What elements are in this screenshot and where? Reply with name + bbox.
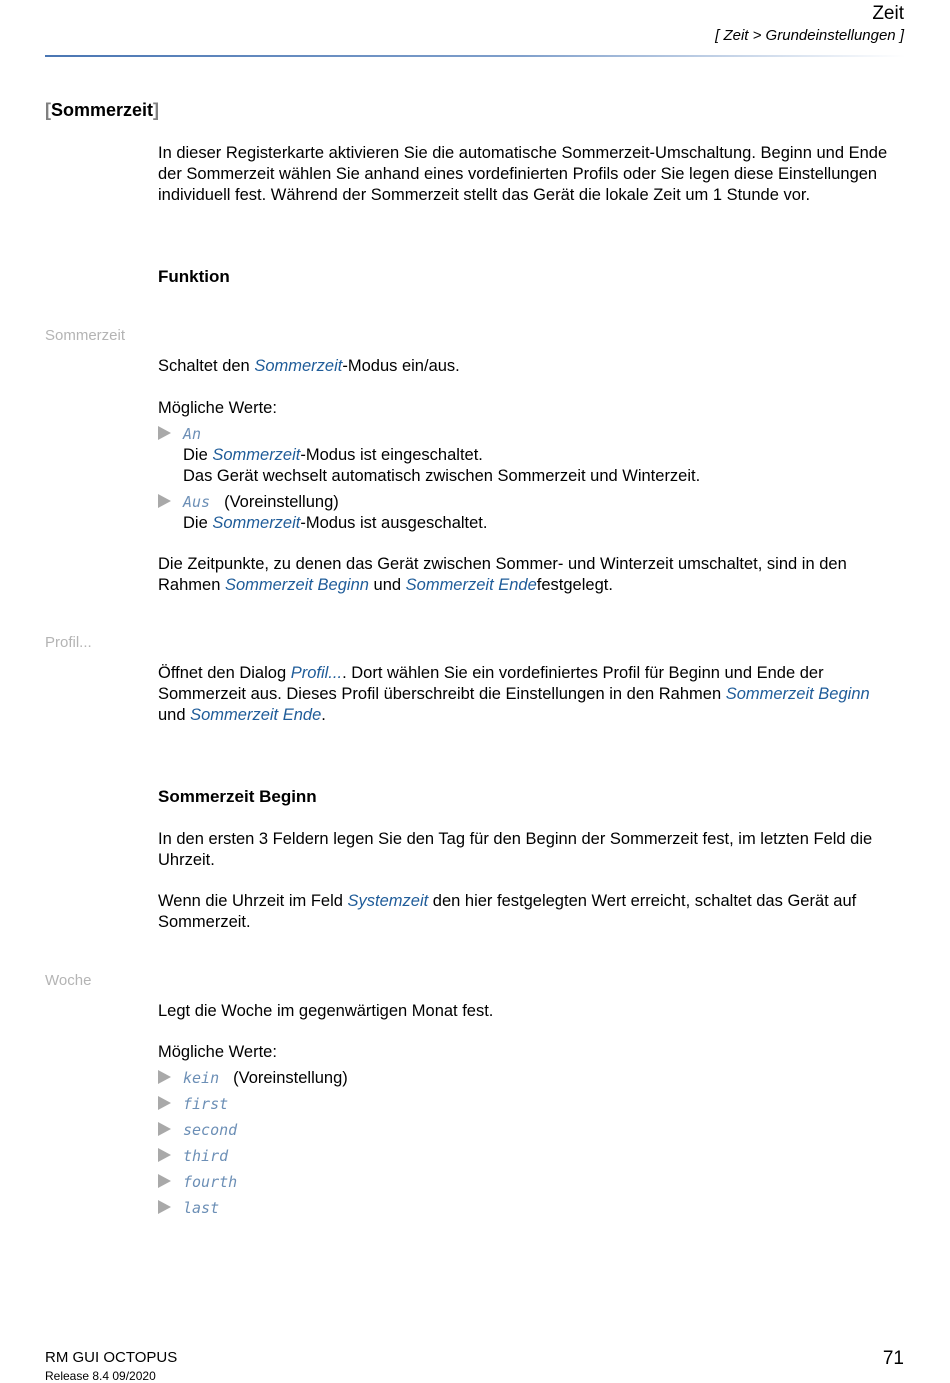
beginn-paragraph1: In den ersten 3 Feldern legen Sie den Tag für den Beginn der Sommerzeit fest, im letzten Feld die Uhrzeit.	[158, 830, 873, 869]
text-fragment: Öffnet den Dialog	[158, 664, 291, 682]
side-label-profil: Profil...	[45, 634, 92, 651]
text-fragment: Die	[183, 514, 213, 532]
beginn-paragraph2-line1	[158, 891, 908, 912]
funktion-heading: Funktion	[158, 267, 230, 286]
profil-desc-line2	[158, 684, 918, 705]
option-value-aus: Aus	[183, 493, 211, 511]
option-an-desc2: Das Gerät wechselt automatisch zwischen Sommerzeit und Winterzeit.	[183, 467, 701, 485]
option-value: kein	[183, 1069, 220, 1087]
footer-release: Release 8.4 09/2020	[45, 1369, 156, 1383]
sommerzeit-link[interactable]: Sommerzeit	[212, 514, 301, 532]
bullet-triangle-icon	[158, 1200, 171, 1214]
section-name: Sommerzeit	[51, 100, 154, 120]
option-value-an: An	[183, 425, 202, 443]
woche-description: Legt die Woche im gegenwärtigen Monat fest.	[158, 1002, 494, 1020]
beginn-paragraph2-line2: Sommerzeit.	[158, 913, 251, 931]
bullet-triangle-icon	[158, 1148, 171, 1162]
option-an	[158, 424, 201, 445]
option-second	[158, 1120, 237, 1141]
text-fragment: Wenn die Uhrzeit im Feld	[158, 892, 348, 910]
option-value: fourth	[183, 1173, 238, 1191]
option-an-desc1	[183, 445, 933, 466]
bullet-triangle-icon	[158, 1122, 171, 1136]
bullet-triangle-icon	[158, 1174, 171, 1188]
switch-note-line1: Die Zeitpunkte, zu denen das Gerät zwischen Sommer- und Winterzeit umschaltet, sind in den	[158, 555, 847, 573]
header-rule	[45, 55, 905, 57]
switch-note-line2	[158, 575, 908, 596]
profil-dialog-link[interactable]: Profil...	[290, 664, 343, 682]
side-label-sommerzeit: Sommerzeit	[45, 327, 126, 344]
text-fragment: Schaltet den	[158, 357, 255, 375]
sommerzeit-link[interactable]: Sommerzeit	[254, 357, 343, 375]
sommerzeit-link[interactable]: Sommerzeit	[212, 446, 301, 464]
profil-desc-line3	[158, 705, 908, 726]
text-fragment: festgelegt.	[536, 576, 613, 594]
sommerzeit-beginn-link[interactable]: Sommerzeit Beginn	[725, 685, 870, 703]
possible-values-label: Mögliche Werte:	[158, 1043, 277, 1061]
sommerzeit-beginn-heading: Sommerzeit Beginn	[158, 787, 317, 806]
option-value: first	[183, 1095, 229, 1113]
default-marker: (Voreinstellung)	[233, 1069, 348, 1087]
option-third	[158, 1146, 228, 1167]
text-fragment: .	[321, 706, 326, 724]
default-marker: (Voreinstellung)	[224, 493, 339, 511]
section-title	[45, 100, 159, 121]
bullet-triangle-icon	[158, 1096, 171, 1110]
text-fragment: und	[368, 576, 406, 594]
systemzeit-link[interactable]: Systemzeit	[347, 892, 429, 910]
breadcrumb: [ Zeit > Grundeinstellungen ]	[715, 27, 904, 44]
profil-desc-line1	[158, 663, 908, 684]
option-kein	[158, 1068, 348, 1089]
bullet-triangle-icon	[158, 1070, 171, 1084]
text-fragment: Die	[183, 446, 213, 464]
sommerzeit-ende-link[interactable]: Sommerzeit Ende	[190, 706, 322, 724]
text-fragment: und	[158, 706, 191, 724]
footer-product: RM GUI OCTOPUS	[45, 1349, 178, 1366]
possible-values-label: Mögliche Werte:	[158, 399, 277, 417]
sommerzeit-ende-link[interactable]: Sommerzeit Ende	[405, 576, 537, 594]
text-fragment: den hier festgelegten Wert erreicht, schaltet das Gerät auf	[428, 892, 857, 910]
sommerzeit-beginn-link[interactable]: Sommerzeit Beginn	[224, 576, 369, 594]
text-fragment: -Modus ist ausgeschaltet.	[300, 514, 488, 532]
intro-paragraph: In dieser Registerkarte aktivieren Sie die automatische Sommerzeit-Umschaltung. Beginn und Ende der Sommerzeit wählen Sie anhand eines vordefinierten Profils oder Sie legen diese Einstellungen individuell fest. Während der Sommerzeit stellt das Gerät die lokale Zeit um 1 Stunde vor.	[158, 144, 888, 204]
page-header-title: Zeit	[872, 3, 904, 24]
side-label-woche: Woche	[45, 972, 92, 989]
option-last	[158, 1198, 219, 1219]
option-value: second	[183, 1121, 238, 1139]
option-aus-desc	[183, 513, 933, 534]
bullet-triangle-icon	[158, 426, 171, 440]
text-fragment: -Modus ein/aus.	[342, 357, 460, 375]
bracket-open: [	[45, 100, 51, 120]
option-aus	[158, 492, 339, 513]
text-fragment: Rahmen	[158, 576, 225, 594]
text-fragment: . Dort wählen Sie ein vordefiniertes Profil für Beginn und Ende der	[342, 664, 824, 682]
page-number: 71	[882, 1348, 904, 1369]
option-first	[158, 1094, 228, 1115]
option-value: last	[183, 1199, 220, 1217]
sommerzeit-description	[158, 356, 908, 377]
option-value: third	[183, 1147, 229, 1165]
option-fourth	[158, 1172, 237, 1193]
text-fragment: -Modus ist eingeschaltet.	[300, 446, 483, 464]
bracket-close: ]	[153, 100, 160, 120]
bullet-triangle-icon	[158, 494, 171, 508]
text-fragment: Sommerzeit aus. Dieses Profil überschreibt die Einstellungen in den Rahmen	[158, 685, 726, 703]
